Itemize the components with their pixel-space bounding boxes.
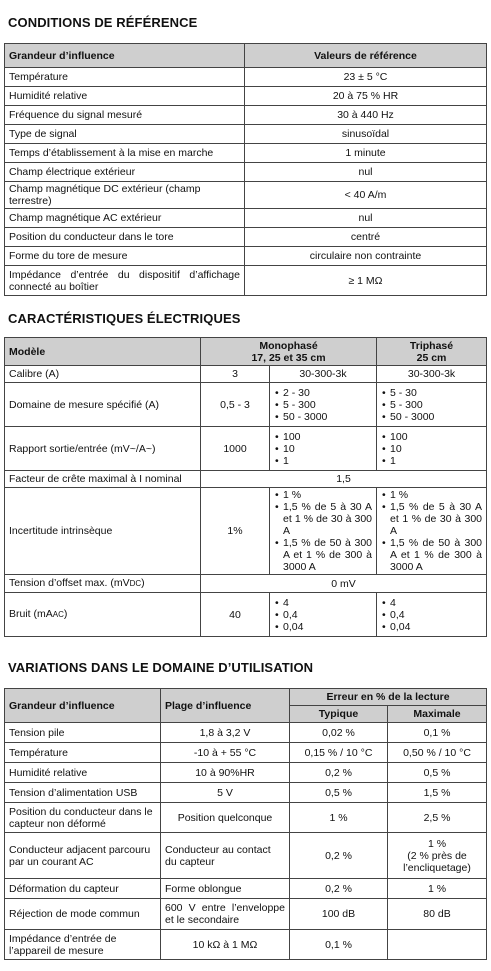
var-row-range: Forme oblongue — [161, 879, 290, 899]
header-influence-quantity: Grandeur d’influence — [5, 689, 161, 723]
var-row-label: Réjection de mode commun — [5, 899, 161, 930]
header-influence-range: Plage d’influence — [161, 689, 290, 723]
ref-row-label: Champ magnétique DC extérieur (champ terrestre) — [5, 182, 245, 209]
section-title-reference-conditions: CONDITIONS DE RÉFÉRENCE — [8, 15, 198, 30]
bruit-value: 40 — [201, 593, 270, 637]
var-row-typical: 0,5 % — [290, 783, 388, 803]
var-row-range: 1,8 à 3,2 V — [161, 723, 290, 743]
rapport-list — [270, 427, 377, 471]
domaine-value: 0,5 - 3 — [201, 383, 270, 427]
var-row-label: Conducteur adjacent parcouru par un courant AC — [5, 833, 161, 879]
section-title-operating-variations: VARIATIONS DANS LE DOMAINE D’UTILISATION — [8, 660, 314, 675]
ref-row-value: 1 minute — [245, 144, 487, 163]
incertitude-list — [270, 488, 377, 575]
rapport-label: Rapport sortie/entrée (mV~/A~) — [5, 427, 201, 471]
var-row-range: 5 V — [161, 783, 290, 803]
var-row-range: 10 à 90%HR — [161, 763, 290, 783]
var-row-max: 0,50 % / 10 °C — [388, 743, 487, 763]
bruit-list — [270, 593, 377, 637]
header-single-phase-line2: 17, 25 et 35 cm — [251, 351, 326, 364]
header-single-phase-line1: Monophasé — [259, 339, 318, 352]
var-row-max — [388, 930, 487, 960]
bruit-label-text: Bruit (mA — [9, 608, 53, 620]
var-row-max-value: 1 % — [427, 837, 447, 850]
bruit-label-end: ) — [63, 608, 68, 620]
var-row-typical: 100 dB — [290, 899, 388, 930]
list-item: • 1,5 % de 50 à 300 A et 1 % de 300 à 3000 A — [381, 537, 482, 573]
var-row-max-note: (2 % près de l’encliquetage) — [403, 849, 471, 874]
list-item: • 10 — [274, 443, 372, 455]
var-row-label: Température — [5, 743, 161, 763]
ref-row-label: Temps d’établissement à la mise en marche — [5, 144, 245, 163]
var-row-typical: 0,02 % — [290, 723, 388, 743]
var-row-typical: 0,1 % — [290, 930, 388, 960]
ref-row-label: Position du conducteur dans le tore — [5, 228, 245, 247]
ref-row-value: nul — [245, 163, 487, 182]
header-influence-quantity: Grandeur d’influence — [5, 44, 245, 68]
var-row-max: 1 % — [388, 879, 487, 899]
rapport-list — [377, 427, 487, 471]
header-three-phase-line2: 25 cm — [416, 351, 447, 364]
var-row-max: 2,5 % — [388, 803, 487, 833]
offset-label — [5, 575, 201, 593]
var-row-range: -10 à + 55 °C — [161, 743, 290, 763]
offset-label-text: Tension d’offset max. (mV — [9, 577, 130, 589]
incertitude-label: Incertitude intrinsèque — [5, 488, 201, 575]
list-item: • 10 — [381, 443, 482, 455]
ref-row-label: Humidité relative — [5, 87, 245, 106]
var-row-max — [388, 833, 487, 879]
ref-row-value: < 40 A/m — [245, 182, 487, 209]
list-item: • 1,5 % de 5 à 30 A et 1 % de 30 à 300 A — [381, 501, 482, 537]
domaine-list — [270, 383, 377, 427]
header-three-phase — [377, 338, 487, 366]
ref-row-label: Température — [5, 68, 245, 87]
var-row-range: Position quelconque — [161, 803, 290, 833]
header-single-phase — [201, 338, 377, 366]
header-maximal: Maximale — [388, 706, 487, 723]
list-item: • 2 - 30 — [274, 387, 372, 399]
var-row-max: 1,5 % — [388, 783, 487, 803]
ref-row-value: sinusoïdal — [245, 125, 487, 144]
domaine-list — [377, 383, 487, 427]
header-error-percent: Erreur en % de la lecture — [290, 689, 487, 706]
var-row-typical: 0,2 % — [290, 879, 388, 899]
list-item: • 5 - 300 — [274, 399, 372, 411]
list-item: • 4 — [274, 597, 372, 609]
ref-row-value: 23 ± 5 °C — [245, 68, 487, 87]
var-row-label: Humidité relative — [5, 763, 161, 783]
electrical-characteristics-table — [4, 337, 487, 637]
var-row-label: Impédance d’entrée de l’appareil de mesure — [5, 930, 161, 960]
list-item: • 0,4 — [381, 609, 482, 621]
list-item: • 1 % — [381, 489, 482, 501]
var-row-label: Déformation du capteur — [5, 879, 161, 899]
list-item: • 5 - 300 — [381, 399, 482, 411]
header-typical: Typique — [290, 706, 388, 723]
var-row-max: 0,1 % — [388, 723, 487, 743]
ref-row-value: 20 à 75 % HR — [245, 87, 487, 106]
ref-row-value: ≥ 1 MΩ — [245, 266, 487, 296]
calibre-value: 30-300-3k — [377, 366, 487, 383]
bruit-label — [5, 593, 201, 637]
domaine-label: Domaine de mesure spécifié (A) — [5, 383, 201, 427]
ref-row-label: Impédance d’entrée du dispositif d’affichage connecté au boîtier — [5, 266, 245, 296]
list-item: • 1,5 % de 50 à 300 A et 1 % de 300 à 3000 A — [274, 537, 372, 573]
var-row-label: Tension pile — [5, 723, 161, 743]
var-row-range: Conducteur au contact du capteur — [161, 833, 290, 879]
var-row-max: 80 dB — [388, 899, 487, 930]
ref-row-label: Forme du tore de mesure — [5, 247, 245, 266]
var-row-typical: 0,2 % — [290, 833, 388, 879]
ref-row-value: nul — [245, 209, 487, 228]
offset-label-sub: DC — [129, 579, 142, 588]
list-item: • 1 — [274, 455, 372, 467]
section-title-electrical-characteristics: CARACTÉRISTIQUES ÉLECTRIQUES — [8, 311, 241, 326]
facteur-value: 1,5 — [201, 471, 487, 488]
rapport-value: 1000 — [201, 427, 270, 471]
reference-conditions-table — [4, 43, 487, 296]
list-item: • 50 - 3000 — [274, 411, 372, 423]
list-item: • 50 - 3000 — [381, 411, 482, 423]
header-three-phase-line1: Triphasé — [409, 339, 454, 352]
facteur-label: Facteur de crête maximal à I nominal — [5, 471, 201, 488]
list-item: • 0,04 — [274, 621, 372, 633]
incertitude-list — [377, 488, 487, 575]
list-item: • 1,5 % de 5 à 30 A et 1 % de 30 à 300 A — [274, 501, 372, 537]
ref-row-label: Fréquence du signal mesuré — [5, 106, 245, 125]
ref-row-value: circulaire non contrainte — [245, 247, 487, 266]
bruit-list — [377, 593, 487, 637]
incertitude-value: 1% — [201, 488, 270, 575]
list-item: • 5 - 30 — [381, 387, 482, 399]
ref-row-label: Type de signal — [5, 125, 245, 144]
list-item: • 100 — [274, 431, 372, 443]
offset-value: 0 mV — [201, 575, 487, 593]
offset-label-end: ) — [141, 577, 145, 589]
header-model: Modèle — [5, 338, 201, 366]
operating-variations-table — [4, 688, 487, 960]
list-item: • 100 — [381, 431, 482, 443]
var-row-range: 10 kΩ à 1 MΩ — [161, 930, 290, 960]
calibre-label: Calibre (A) — [5, 366, 201, 383]
ref-row-value: 30 à 440 Hz — [245, 106, 487, 125]
var-row-typical: 0,15 % / 10 °C — [290, 743, 388, 763]
var-row-label: Tension d’alimentation USB — [5, 783, 161, 803]
bruit-label-sub: AC — [52, 610, 64, 619]
list-item: • 0,4 — [274, 609, 372, 621]
var-row-max: 0,5 % — [388, 763, 487, 783]
var-row-label: Position du conducteur dans le capteur non déformé — [5, 803, 161, 833]
var-row-typical: 1 % — [290, 803, 388, 833]
ref-row-value: centré — [245, 228, 487, 247]
list-item: • 1 — [381, 455, 482, 467]
ref-row-label: Champ magnétique AC extérieur — [5, 209, 245, 228]
list-item: • 4 — [381, 597, 482, 609]
ref-row-label: Champ électrique extérieur — [5, 163, 245, 182]
header-reference-values: Valeurs de référence — [245, 44, 487, 68]
calibre-value: 30-300-3k — [270, 366, 377, 383]
list-item: • 0,04 — [381, 621, 482, 633]
list-item: • 1 % — [274, 489, 372, 501]
var-row-range: 600 V entre l’enveloppe et le secondaire — [161, 899, 290, 930]
calibre-value: 3 — [201, 366, 270, 383]
var-row-typical: 0,2 % — [290, 763, 388, 783]
